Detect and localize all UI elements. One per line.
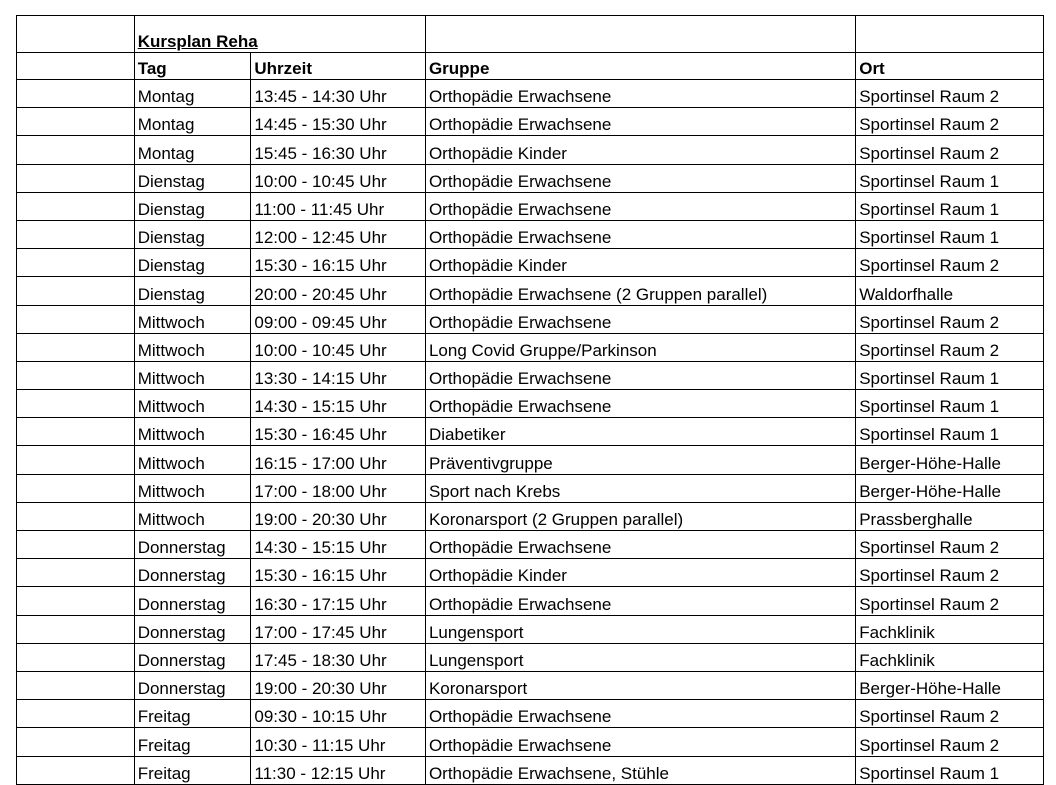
empty-cell xyxy=(425,16,855,53)
time-cell: 11:30 - 12:15 Uhr xyxy=(251,756,426,784)
group-cell: Orthopädie Erwachsene xyxy=(425,728,855,756)
header-day: Tag xyxy=(134,53,251,80)
table-row xyxy=(17,418,1044,446)
group-cell: Lungensport xyxy=(425,643,855,671)
group-cell: Orthopädie Erwachsene xyxy=(425,305,855,333)
time-cell: 14:30 - 15:15 Uhr xyxy=(251,390,426,418)
table-row xyxy=(17,446,1044,474)
group-cell: Orthopädie Erwachsene xyxy=(425,361,855,389)
header-group: Gruppe xyxy=(425,53,855,80)
empty-cell xyxy=(17,333,135,361)
day-cell: Dienstag xyxy=(134,192,251,220)
location-cell: Sportinsel Raum 2 xyxy=(856,333,1044,361)
day-cell: Donnerstag xyxy=(134,643,251,671)
location-cell: Sportinsel Raum 2 xyxy=(856,108,1044,136)
day-cell: Mittwoch xyxy=(134,333,251,361)
time-cell: 13:45 - 14:30 Uhr xyxy=(251,80,426,108)
table-row xyxy=(17,390,1044,418)
location-cell: Berger-Höhe-Halle xyxy=(856,671,1044,699)
location-cell: Sportinsel Raum 1 xyxy=(856,220,1044,248)
table-row xyxy=(17,164,1044,192)
table-row xyxy=(17,249,1044,277)
table-row xyxy=(17,756,1044,784)
group-cell: Orthopädie Erwachsene xyxy=(425,700,855,728)
group-cell: Orthopädie Erwachsene xyxy=(425,220,855,248)
location-cell: Sportinsel Raum 2 xyxy=(856,249,1044,277)
location-cell: Sportinsel Raum 1 xyxy=(856,390,1044,418)
location-cell: Sportinsel Raum 2 xyxy=(856,80,1044,108)
title-row xyxy=(17,16,1044,53)
empty-cell xyxy=(17,220,135,248)
day-cell: Donnerstag xyxy=(134,531,251,559)
empty-cell xyxy=(17,249,135,277)
empty-cell xyxy=(17,474,135,502)
header-time: Uhrzeit xyxy=(251,53,426,80)
group-cell: Orthopädie Kinder xyxy=(425,249,855,277)
time-cell: 15:30 - 16:15 Uhr xyxy=(251,559,426,587)
table-row xyxy=(17,587,1044,615)
table-row xyxy=(17,531,1044,559)
table-row xyxy=(17,559,1044,587)
group-cell: Orthopädie Erwachsene xyxy=(425,108,855,136)
time-cell: 15:30 - 16:45 Uhr xyxy=(251,418,426,446)
table-row xyxy=(17,220,1044,248)
table-row xyxy=(17,474,1044,502)
empty-cell xyxy=(17,192,135,220)
empty-cell xyxy=(17,615,135,643)
table-row xyxy=(17,136,1044,164)
table-row xyxy=(17,277,1044,305)
empty-cell xyxy=(17,728,135,756)
header-location: Ort xyxy=(856,53,1044,80)
group-cell: Lungensport xyxy=(425,615,855,643)
empty-cell xyxy=(17,700,135,728)
group-cell: Orthopädie Kinder xyxy=(425,136,855,164)
empty-cell xyxy=(17,502,135,530)
header-row xyxy=(17,53,1044,80)
time-cell: 14:30 - 15:15 Uhr xyxy=(251,531,426,559)
day-cell: Donnerstag xyxy=(134,671,251,699)
location-cell: Sportinsel Raum 1 xyxy=(856,418,1044,446)
table-row xyxy=(17,305,1044,333)
day-cell: Montag xyxy=(134,136,251,164)
group-cell: Präventivgruppe xyxy=(425,446,855,474)
empty-cell xyxy=(17,53,135,80)
group-cell: Long Covid Gruppe/Parkinson xyxy=(425,333,855,361)
location-cell: Berger-Höhe-Halle xyxy=(856,446,1044,474)
group-cell: Sport nach Krebs xyxy=(425,474,855,502)
time-cell: 12:00 - 12:45 Uhr xyxy=(251,220,426,248)
location-cell: Fachklinik xyxy=(856,643,1044,671)
empty-cell xyxy=(17,418,135,446)
schedule-table xyxy=(16,15,1044,785)
day-cell: Montag xyxy=(134,80,251,108)
day-cell: Mittwoch xyxy=(134,502,251,530)
empty-cell xyxy=(17,390,135,418)
day-cell: Freitag xyxy=(134,728,251,756)
group-cell: Orthopädie Erwachsene xyxy=(425,531,855,559)
location-cell: Prassberghalle xyxy=(856,502,1044,530)
empty-cell xyxy=(17,80,135,108)
table-row xyxy=(17,502,1044,530)
empty-cell xyxy=(856,16,1044,53)
day-cell: Freitag xyxy=(134,700,251,728)
location-cell: Sportinsel Raum 2 xyxy=(856,531,1044,559)
empty-cell xyxy=(17,643,135,671)
time-cell: 10:00 - 10:45 Uhr xyxy=(251,164,426,192)
table-row xyxy=(17,361,1044,389)
table-row xyxy=(17,615,1044,643)
day-cell: Freitag xyxy=(134,756,251,784)
day-cell: Donnerstag xyxy=(134,559,251,587)
empty-cell xyxy=(17,136,135,164)
group-cell: Koronarsport xyxy=(425,671,855,699)
time-cell: 19:00 - 20:30 Uhr xyxy=(251,671,426,699)
table-row xyxy=(17,108,1044,136)
group-cell: Orthopädie Kinder xyxy=(425,559,855,587)
empty-cell xyxy=(17,756,135,784)
table-row xyxy=(17,192,1044,220)
group-cell: Orthopädie Erwachsene xyxy=(425,192,855,220)
page-title: Kursplan Reha xyxy=(134,16,425,53)
table-row xyxy=(17,671,1044,699)
time-cell: 10:00 - 10:45 Uhr xyxy=(251,333,426,361)
empty-cell xyxy=(17,108,135,136)
location-cell: Sportinsel Raum 1 xyxy=(856,164,1044,192)
time-cell: 09:30 - 10:15 Uhr xyxy=(251,700,426,728)
location-cell: Berger-Höhe-Halle xyxy=(856,474,1044,502)
time-cell: 17:00 - 17:45 Uhr xyxy=(251,615,426,643)
empty-cell xyxy=(17,446,135,474)
empty-cell xyxy=(17,16,135,53)
table-row xyxy=(17,700,1044,728)
day-cell: Dienstag xyxy=(134,249,251,277)
empty-cell xyxy=(17,587,135,615)
day-cell: Montag xyxy=(134,108,251,136)
group-cell: Orthopädie Erwachsene (2 Gruppen parallel) xyxy=(425,277,855,305)
day-cell: Dienstag xyxy=(134,164,251,192)
empty-cell xyxy=(17,531,135,559)
time-cell: 17:00 - 18:00 Uhr xyxy=(251,474,426,502)
empty-cell xyxy=(17,164,135,192)
empty-cell xyxy=(17,305,135,333)
location-cell: Sportinsel Raum 2 xyxy=(856,587,1044,615)
empty-cell xyxy=(17,361,135,389)
group-cell: Orthopädie Erwachsene, Stühle xyxy=(425,756,855,784)
day-cell: Mittwoch xyxy=(134,474,251,502)
day-cell: Mittwoch xyxy=(134,390,251,418)
group-cell: Diabetiker xyxy=(425,418,855,446)
empty-cell xyxy=(17,671,135,699)
time-cell: 13:30 - 14:15 Uhr xyxy=(251,361,426,389)
time-cell: 15:30 - 16:15 Uhr xyxy=(251,249,426,277)
time-cell: 14:45 - 15:30 Uhr xyxy=(251,108,426,136)
empty-cell xyxy=(17,277,135,305)
time-cell: 11:00 - 11:45 Uhr xyxy=(251,192,426,220)
group-cell: Orthopädie Erwachsene xyxy=(425,390,855,418)
time-cell: 16:30 - 17:15 Uhr xyxy=(251,587,426,615)
group-cell: Orthopädie Erwachsene xyxy=(425,164,855,192)
table-row xyxy=(17,333,1044,361)
table-row xyxy=(17,728,1044,756)
location-cell: Sportinsel Raum 1 xyxy=(856,361,1044,389)
day-cell: Mittwoch xyxy=(134,446,251,474)
group-cell: Orthopädie Erwachsene xyxy=(425,587,855,615)
group-cell: Orthopädie Erwachsene xyxy=(425,80,855,108)
table-row xyxy=(17,643,1044,671)
location-cell: Sportinsel Raum 1 xyxy=(856,756,1044,784)
day-cell: Mittwoch xyxy=(134,418,251,446)
time-cell: 09:00 - 09:45 Uhr xyxy=(251,305,426,333)
location-cell: Sportinsel Raum 1 xyxy=(856,192,1044,220)
location-cell: Sportinsel Raum 2 xyxy=(856,700,1044,728)
location-cell: Sportinsel Raum 2 xyxy=(856,305,1044,333)
location-cell: Sportinsel Raum 2 xyxy=(856,136,1044,164)
time-cell: 10:30 - 11:15 Uhr xyxy=(251,728,426,756)
time-cell: 20:00 - 20:45 Uhr xyxy=(251,277,426,305)
day-cell: Mittwoch xyxy=(134,361,251,389)
location-cell: Sportinsel Raum 2 xyxy=(856,728,1044,756)
day-cell: Donnerstag xyxy=(134,587,251,615)
empty-cell xyxy=(17,559,135,587)
schedule-body xyxy=(17,16,1044,785)
time-cell: 15:45 - 16:30 Uhr xyxy=(251,136,426,164)
day-cell: Mittwoch xyxy=(134,305,251,333)
group-cell: Koronarsport (2 Gruppen parallel) xyxy=(425,502,855,530)
time-cell: 16:15 - 17:00 Uhr xyxy=(251,446,426,474)
day-cell: Dienstag xyxy=(134,277,251,305)
location-cell: Sportinsel Raum 2 xyxy=(856,559,1044,587)
day-cell: Dienstag xyxy=(134,220,251,248)
time-cell: 17:45 - 18:30 Uhr xyxy=(251,643,426,671)
location-cell: Waldorfhalle xyxy=(856,277,1044,305)
day-cell: Donnerstag xyxy=(134,615,251,643)
table-row xyxy=(17,80,1044,108)
location-cell: Fachklinik xyxy=(856,615,1044,643)
time-cell: 19:00 - 20:30 Uhr xyxy=(251,502,426,530)
